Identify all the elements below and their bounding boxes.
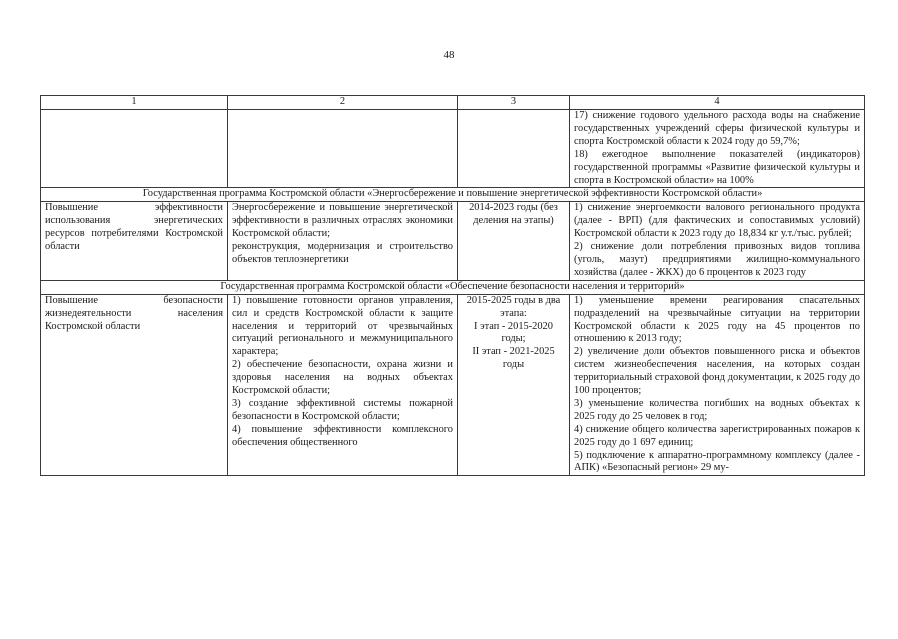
cell-tasks	[228, 202, 458, 280]
task-item: 3) создание эффективной системы пожарной безопасности в Костромской области;	[232, 397, 453, 422]
cell-tasks	[228, 294, 458, 476]
section-title-row	[41, 188, 865, 202]
column-header-2: 2	[228, 96, 458, 110]
cell-period: 2014-2023 годы (без деления на этапы)	[458, 202, 570, 280]
indicator-item: 2) увеличение доли объектов повышенного риска и объектов систем жизнеобеспечения населения, на которых создан территориальный страховой фонд документации, к 2025 году до 100 процентов;	[574, 346, 860, 397]
section-title-row	[41, 280, 865, 294]
task-item: 2) обеспечение безопасности, охрана жизни и здоровья населения на водных объектах Костромской области;	[232, 359, 453, 397]
cell-goal: Повышение безопасности жизнедеятельности населения Костромской области	[41, 294, 228, 476]
task-item: реконструкция, модернизация и строительство объектов теплоэнергетики	[232, 241, 453, 265]
indicator-item: 3) уменьшение количества погибших на водных объектах к 2025 году до 25 человек в год;	[574, 397, 860, 422]
table-row	[41, 110, 865, 188]
section-title-safety: Государственная программа Костромской области «Обеспечение безопасности населения и территорий»	[41, 280, 865, 294]
column-header-4: 4	[570, 96, 865, 110]
task-item: 1) повышение готовности органов управления, сил и средств Костромской области к защите населения и территорий от чрезвычайных ситуаций регионального и межмуниципального характера;	[232, 294, 453, 358]
task-item: Энергосбережение и повышение энергетической эффективности в различных отраслях экономики Костромской области;	[232, 202, 453, 240]
indicator-item: 5) подключение к аппаратно-программному комплексу (далее - АПК) «Безопасный регион» 29 му-	[574, 449, 860, 474]
page-number: 48	[443, 49, 455, 61]
cell-indicators	[570, 110, 865, 188]
cell-period	[458, 294, 570, 476]
indicator-item: 4) снижение общего количества зарегистрированных пожаров к 2025 году до 1 697 единиц;	[574, 423, 860, 448]
cell-goal: Повышение эффективности использования энергетических ресурсов потребителями Костромской области	[41, 202, 228, 280]
period-line: 2015-2025 годы в два этапа:	[466, 294, 561, 319]
table-row	[41, 294, 865, 476]
table-row	[41, 202, 865, 280]
cell-indicators	[570, 294, 865, 476]
period-line: II этап - 2021-2025 годы	[472, 346, 555, 371]
indicator-item: 18) ежегодное выполнение показателей (индикаторов) государственной программы «Развитие физической культуры и спорта в Костромской области» на 100%	[574, 148, 860, 186]
indicator-item: 1) уменьшение времени реагирования спасательных подразделений на чрезвычайные ситуации на территории Костромской области к 2025 году на 45 процентов по отношению к 2013 году;	[574, 294, 860, 345]
column-header-3: 3	[458, 96, 570, 110]
indicator-item: 2) снижение доли потребления привозных видов топлива (уголь, мазут) предприятиями жилищно-коммунального хозяйства (далее - ЖКХ) до 6 процентов к 2023 году	[574, 241, 860, 278]
cell-period	[458, 110, 570, 188]
indicator-item: 1) снижение энергоемкости валового регионального продукта (далее - ВРП) (для фактических и сопоставимых условий) Костромской области к 2023 году до 18,834 кг у.т./тыс. рублей;	[574, 202, 860, 240]
indicator-item: 17) снижение годового удельного расхода воды на снабжение государственных учреждений сферы физической культуры и спорта Костромской области к 2024 году до 59,7%;	[574, 110, 860, 147]
cell-goal	[41, 110, 228, 188]
cell-tasks	[228, 110, 458, 188]
period-line: I этап - 2015-2020 годы;	[474, 320, 553, 345]
column-header-1: 1	[41, 96, 228, 110]
table-header-row	[41, 96, 865, 110]
program-table	[40, 95, 865, 476]
cell-indicators	[570, 202, 865, 280]
section-title-energy: Государственная программа Костромской области «Энергосбережение и повышение энергетической эффективности Костромской области»	[41, 188, 865, 202]
task-item: 4) повышение эффективности комплексного обеспечения общественного	[232, 423, 453, 448]
